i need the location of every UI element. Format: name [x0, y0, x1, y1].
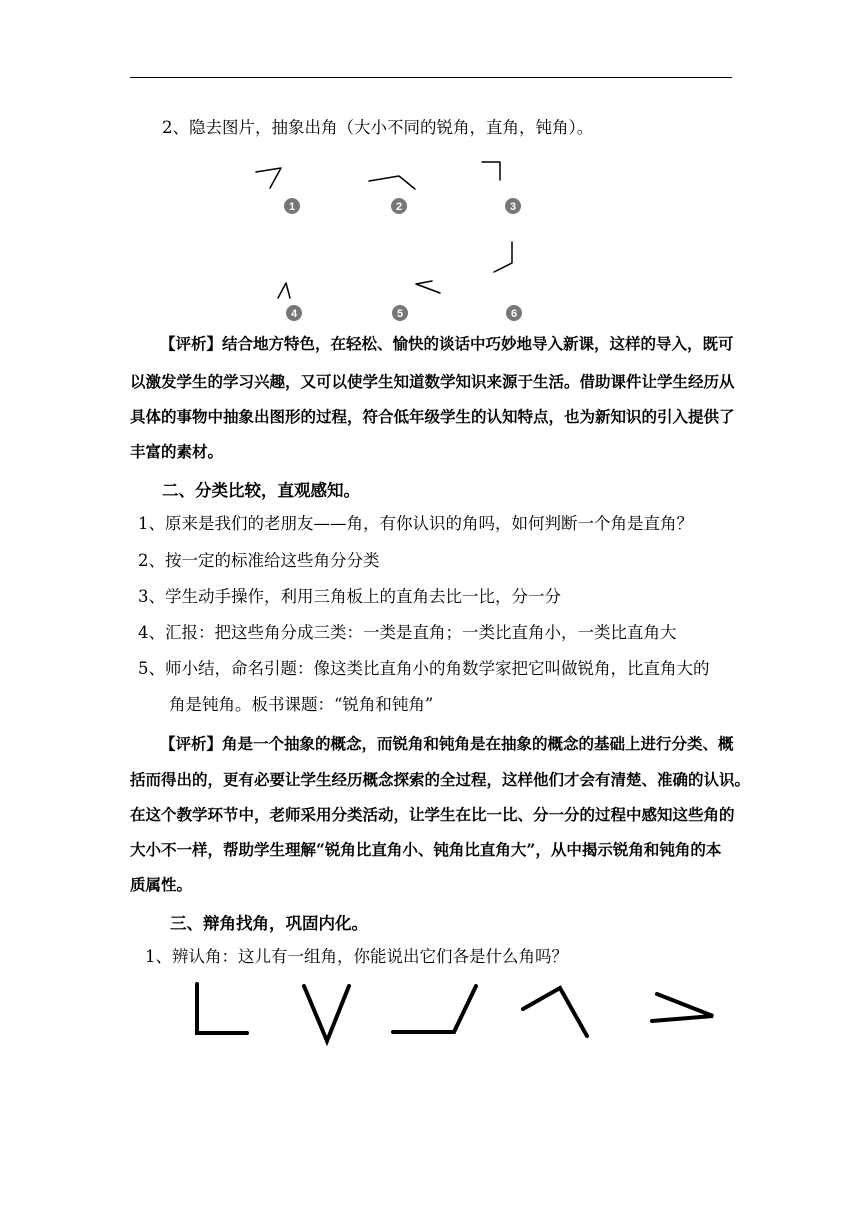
angle-marker-2 [391, 198, 407, 214]
angle-shape-4 [278, 283, 290, 298]
angle-marker-1 [284, 198, 300, 214]
angle-shape-5 [416, 281, 440, 293]
section2-item-3: 3、学生动手操作，利用三角板上的直角去比一比，分一分 [138, 587, 561, 606]
angle-marker-5 [392, 305, 408, 321]
svg-text:6: 6 [510, 308, 518, 320]
analysis2-line-2: 括而得出的，更有必要让学生经历概念探索的全过程，这样他们才会有清楚、准确的认识。 [130, 770, 751, 789]
svg-text:5: 5 [396, 308, 404, 320]
section2-title: 二、分类比较，直观感知。 [162, 481, 360, 500]
analysis2-line-3: 在这个教学环节中，老师采用分类活动，让学生在比一比、分一分的过程中感知这些角的 [130, 805, 735, 824]
angle-figure-2 [180, 975, 740, 1055]
section2-item-5-cont: 角是钝角。板书课题：“锐角和钝角” [169, 695, 434, 714]
svg-text:2: 2 [395, 201, 403, 213]
analysis2-line-1: 【评析】角是一个抽象的概念，而锐角和钝角是在抽象的概念的基础上进行分类、概 [160, 734, 734, 753]
angle-obtuse-1 [393, 986, 476, 1032]
section2-item-4: 4、汇报：把这些角分成三类：一类是直角；一类比直角小，一类比直角大 [138, 623, 677, 642]
angle-marker-3 [505, 198, 521, 214]
svg-text:3: 3 [509, 201, 517, 213]
section2-item-2: 2、按一定的标准给这些角分分类 [138, 551, 380, 570]
angle-marker-6 [506, 305, 522, 321]
analysis1-line-3: 具体的事物中抽象出图形的过程，符合低年级学生的认知特点，也为新知识的引入提供了 [130, 407, 735, 426]
analysis1-line-2: 以激发学生的学习兴趣，又可以使学生知道数学知识来源于生活。借助课件让学生经历从 [130, 372, 735, 391]
angle-marker-4 [286, 305, 302, 321]
angle-right [197, 984, 247, 1033]
section2-item-1: 1、原来是我们的老朋友——角，有你认识的角吗，如何判断一个角是直角？ [138, 514, 693, 533]
angle-shape-6 [494, 242, 512, 272]
angle-figure-1 [240, 150, 540, 330]
svg-text:1: 1 [288, 201, 296, 213]
intro-line: 2、隐去图片，抽象出角（大小不同的锐角，直角，钝角）。 [162, 118, 594, 137]
analysis1-line-4: 丰富的素材。 [130, 442, 224, 461]
angle-acute-v [304, 986, 349, 1041]
section2-item-5: 5、师小结，命名引题：像这类比直角小的角数学家把它叫做锐角，比直角大的 [138, 659, 710, 678]
angle-shape-3 [482, 162, 500, 180]
section3-title: 三、辩角找角，巩固内化。 [170, 914, 368, 933]
header-rule [130, 77, 732, 78]
analysis1-line-1: 【评析】结合地方特色，在轻松、愉快的谈话中巧妙地导入新课，这样的导入，既可 [160, 334, 734, 353]
svg-text:4: 4 [290, 308, 298, 320]
angle-shape-1 [256, 168, 281, 188]
angle-acute-2 [652, 994, 713, 1021]
angle-obtuse-2 [523, 988, 587, 1036]
analysis2-line-4: 大小不一样，帮助学生理解“锐角比直角小、钝角比直角大”，从中揭示锐角和钝角的本 [130, 840, 722, 859]
angle-shape-2 [369, 176, 415, 189]
section3-item-1: 1、辨认角：这儿有一组角，你能说出它们各是什么角吗？ [145, 947, 568, 966]
analysis2-line-5: 质属性。 [130, 875, 193, 894]
